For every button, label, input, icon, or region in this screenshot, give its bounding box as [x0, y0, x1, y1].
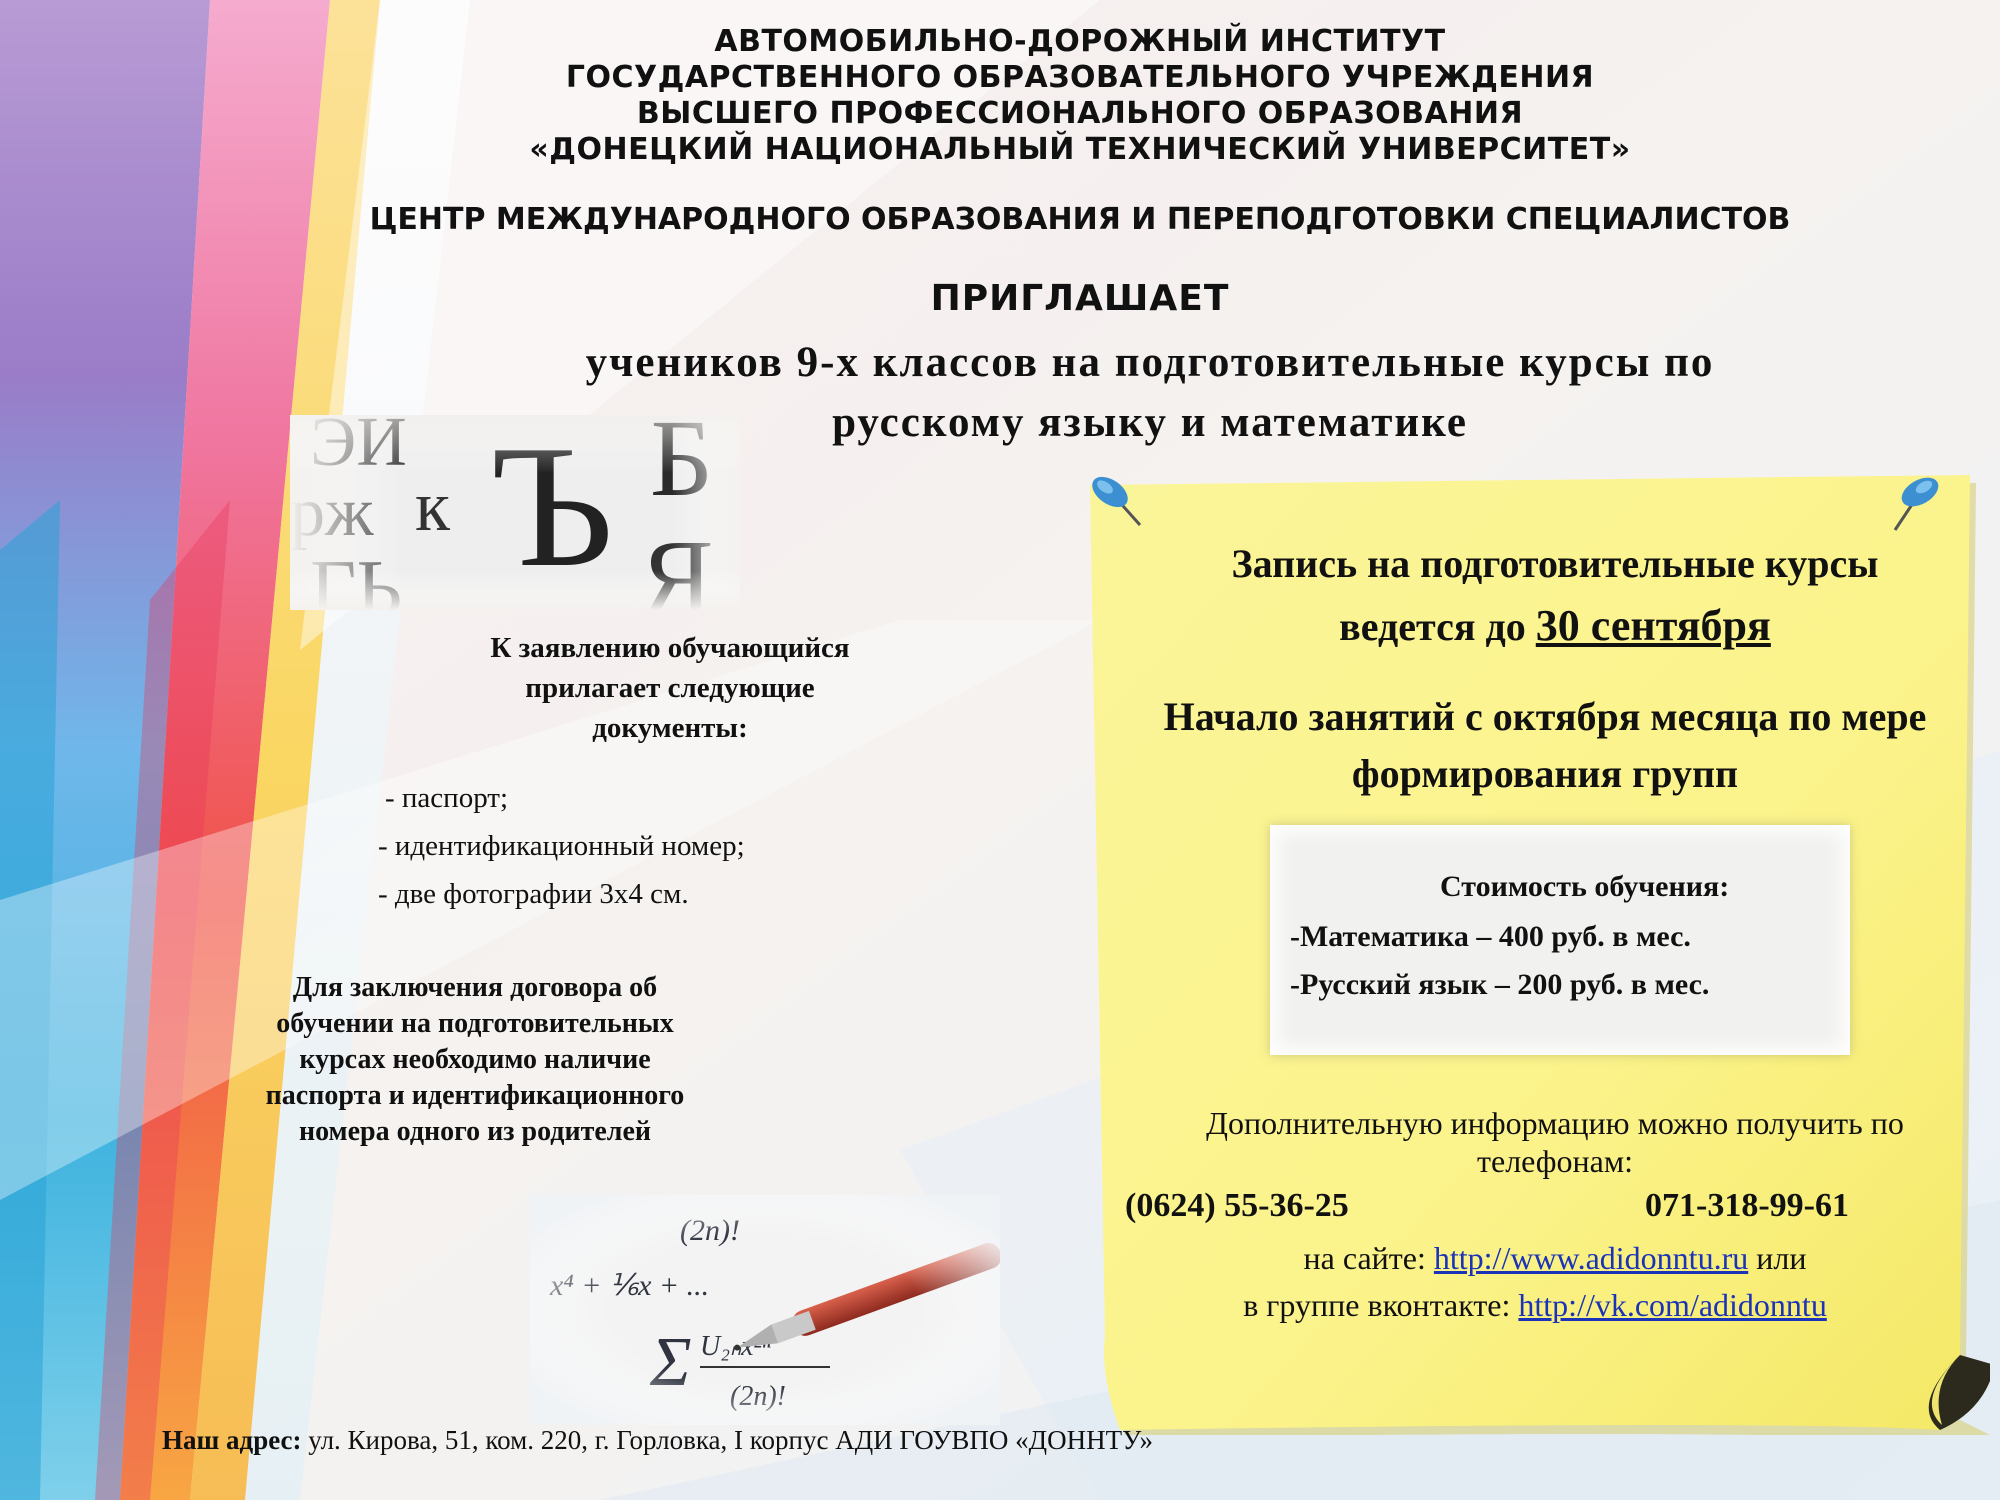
invites-heading: ПРИГЛАШАЕТ	[930, 278, 1230, 319]
alphabet-letters-image	[290, 415, 740, 610]
contract-note-line-1: Для заключения договора об	[292, 972, 658, 1003]
info-line-1: Дополнительную информацию можно получить по	[1206, 1105, 1904, 1141]
website-suffix: или	[1748, 1240, 1807, 1276]
classes-start-line-1: Начало занятий с октября месяца по мере	[1163, 694, 1927, 739]
classes-start-line-2: формирования групп	[1351, 751, 1739, 796]
documents-intro-line-3: документы:	[592, 712, 748, 744]
contract-note	[225, 970, 725, 1150]
registration-line-2	[1140, 600, 1970, 651]
pushpin-left-icon	[1085, 467, 1155, 537]
subtitle-line-2: русскому языку и математике	[832, 399, 1468, 446]
vk-group-line	[1100, 1287, 1970, 1324]
pushpin-right-icon	[1880, 470, 1950, 540]
documents-intro-line-1: К заявлению обучающийся	[490, 632, 850, 664]
vk-group-link[interactable]: http://vk.com/adidonntu	[1518, 1287, 1827, 1323]
institute-name-line-2: ГОСУДАРСТВЕННОГО ОБРАЗОВАТЕЛЬНОГО УЧРЕЖДЕНИЯ	[565, 60, 1595, 95]
document-item-id-number: - идентификационный номер;	[378, 830, 745, 862]
center-name: ЦЕНТР МЕЖДУНАРОДНОГО ОБРАЗОВАНИЯ И ПЕРЕПОДГОТОВКИ СПЕЦИАЛИСТОВ	[369, 202, 1791, 237]
registration-note-card	[1080, 475, 1990, 1435]
contract-note-line-5: номера одного из родителей	[298, 1116, 652, 1147]
address-footer	[162, 1425, 1153, 1456]
registration-deadline: 30 сентября	[1535, 601, 1771, 650]
math-formulas-photo	[530, 1195, 1000, 1425]
vk-prefix: в группе вконтакте:	[1243, 1287, 1519, 1323]
price-title: Стоимость обучения:	[1440, 870, 1730, 903]
phone-number-2: 071-318-99-61	[1645, 1187, 1849, 1224]
subtitle-line-1: учеников 9-х классов на подготовительные курсы по	[585, 339, 1715, 386]
address-text: ул. Кирова, 51, ком. 220, г. Горловка, I корпус АДИ ГОУВПО «ДОННТУ»	[301, 1425, 1153, 1455]
website-prefix: на сайте:	[1303, 1240, 1434, 1276]
phone-number-1: (0624) 55-36-25	[1125, 1187, 1349, 1224]
contract-note-line-2: обучении на подготовительных	[276, 1008, 674, 1039]
institute-name-line-4: «ДОНЕЦКИЙ НАЦИОНАЛЬНЫЙ ТЕХНИЧЕСКИЙ УНИВЕРСИТЕТ»	[529, 132, 1631, 167]
registration-prefix: ведется до	[1339, 604, 1536, 649]
institute-name-line-3: ВЫСШЕГО ПРОФЕССИОНАЛЬНОГО ОБРАЗОВАНИЯ	[636, 96, 1524, 131]
contract-note-line-3: курсах необходимо наличие	[299, 1044, 651, 1075]
price-item-russian: -Русский язык – 200 руб. в мес.	[1290, 968, 1710, 1001]
institute-name-line-1: АВТОМОБИЛЬНО-ДОРОЖНЫЙ ИНСТИТУТ	[714, 24, 1446, 59]
info-line-2: телефонам:	[1477, 1143, 1633, 1179]
price-item-math: -Математика – 400 руб. в мес.	[1290, 920, 1691, 953]
website-line	[1120, 1240, 1990, 1277]
price-card	[1270, 825, 1850, 1055]
contract-note-line-4: паспорта и идентификационного	[265, 1080, 685, 1111]
documents-intro	[430, 628, 910, 748]
registration-line-1: Запись на подготовительные курсы	[1231, 541, 1879, 586]
document-item-photos: - две фотографии 3х4 см.	[378, 878, 689, 910]
address-label: Наш адрес:	[162, 1425, 302, 1455]
website-link[interactable]: http://www.adidonntu.ru	[1433, 1240, 1749, 1276]
document-item-passport: - паспорт;	[385, 782, 509, 814]
documents-intro-line-2: прилагает следующие	[525, 672, 815, 704]
